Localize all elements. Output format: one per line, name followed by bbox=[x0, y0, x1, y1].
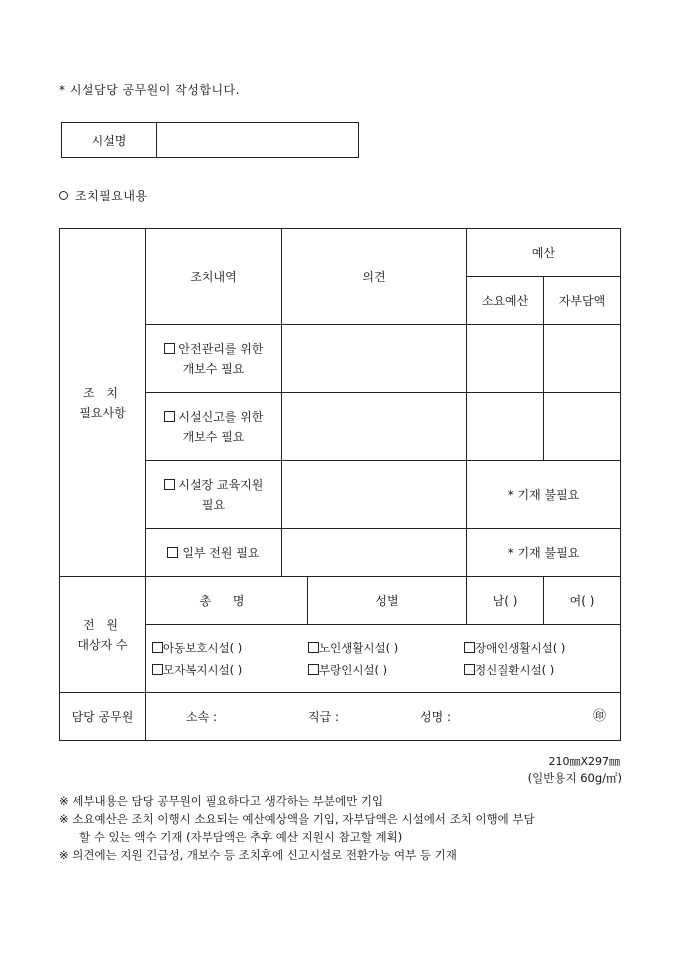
opinion-cell[interactable] bbox=[282, 393, 467, 461]
section-heading bbox=[59, 187, 148, 204]
transfer-label: 전 원 대상자 수 bbox=[60, 577, 146, 693]
measure-item-report[interactable]: 시설신고를 위한 개보수 필요 bbox=[146, 393, 282, 461]
facility-type-item[interactable]: 장애인생활시설( ) bbox=[464, 638, 620, 658]
checkbox-icon[interactable] bbox=[167, 547, 178, 558]
facility-name-box bbox=[61, 122, 359, 158]
checkbox-icon[interactable] bbox=[464, 642, 475, 653]
facility-name-label: 시설명 bbox=[62, 123, 157, 157]
budget-header: 예산 bbox=[467, 229, 621, 277]
self-pay-header: 자부담액 bbox=[544, 277, 621, 325]
checkbox-icon[interactable] bbox=[464, 664, 475, 675]
required-budget-header: 소요예산 bbox=[467, 277, 544, 325]
checkbox-icon[interactable] bbox=[308, 664, 319, 675]
row-group-label: 조 치 필요사항 bbox=[60, 229, 146, 577]
measures-header: 조치내역 bbox=[146, 229, 282, 325]
checkbox-icon[interactable] bbox=[164, 411, 175, 422]
measures-table bbox=[59, 228, 621, 741]
footer-notes bbox=[59, 792, 629, 864]
checkbox-icon[interactable] bbox=[164, 479, 175, 490]
rank-field[interactable]: 직급 : bbox=[308, 709, 340, 724]
section-title: 조치필요내용 bbox=[75, 189, 148, 203]
facility-type-item[interactable]: 모자복지시설( ) bbox=[152, 660, 308, 680]
male-count[interactable]: 남( ) bbox=[467, 577, 544, 625]
required-budget-cell[interactable] bbox=[467, 393, 544, 461]
self-pay-cell[interactable] bbox=[544, 325, 621, 393]
note-item-continued: 할 수 있는 액수 기재 (자부담액은 추후 예산 지원시 참고할 계획) bbox=[79, 830, 403, 844]
opinion-cell[interactable] bbox=[282, 325, 467, 393]
total-count-cell[interactable]: 총 명 bbox=[146, 577, 308, 625]
intro-note: * 시설담당 공무원이 작성합니다. bbox=[59, 83, 240, 97]
facility-type-item[interactable]: 아동보호시설( ) bbox=[152, 638, 308, 658]
affiliation-field[interactable]: 소속 : bbox=[186, 709, 218, 724]
facility-type-counts bbox=[146, 625, 621, 693]
checkbox-icon[interactable] bbox=[152, 642, 163, 653]
name-field[interactable]: 성명 : bbox=[420, 709, 452, 724]
paper-dimensions: 210㎜X297㎜ bbox=[548, 755, 620, 768]
measure-item-safety[interactable]: 안전관리를 위한 개보수 필요 bbox=[146, 325, 282, 393]
not-required-note: * 기재 불필요 bbox=[467, 529, 621, 577]
facility-type-item[interactable]: 정신질환시설( ) bbox=[464, 660, 620, 680]
checkbox-icon[interactable] bbox=[164, 343, 175, 354]
measure-item-education[interactable]: 시설장 교육지원 필요 bbox=[146, 461, 282, 529]
seal-icon: ㊞ bbox=[592, 708, 606, 724]
note-item: ※ 소요예산은 조치 이행시 소요되는 예산예상액을 기입, 자부담액은 시설에서 조치 이행에 부담 bbox=[59, 812, 535, 826]
not-required-note: * 기재 불필요 bbox=[467, 461, 621, 529]
paper-spec: (일반용지 60g/㎡) bbox=[527, 771, 622, 785]
official-signature-row bbox=[146, 693, 621, 741]
checkbox-icon[interactable] bbox=[152, 664, 163, 675]
circle-bullet-icon bbox=[59, 191, 68, 200]
note-item: ※ 의견에는 지원 긴급성, 개보수 등 조치후에 신고시설로 전환가능 여부 등 기재 bbox=[59, 848, 457, 862]
note-item: ※ 세부내용은 담당 공무원이 필요하다고 생각하는 부분에만 기입 bbox=[59, 794, 384, 808]
required-budget-cell[interactable] bbox=[467, 325, 544, 393]
gender-label: 성별 bbox=[308, 577, 467, 625]
self-pay-cell[interactable] bbox=[544, 393, 621, 461]
opinion-cell[interactable] bbox=[282, 461, 467, 529]
opinion-cell[interactable] bbox=[282, 529, 467, 577]
female-count[interactable]: 여( ) bbox=[544, 577, 621, 625]
facility-type-item[interactable]: 노인생활시설( ) bbox=[308, 638, 464, 658]
opinion-header: 의견 bbox=[282, 229, 467, 325]
official-label: 담당 공무원 bbox=[60, 693, 146, 741]
facility-name-field[interactable] bbox=[157, 123, 358, 157]
facility-type-item[interactable]: 부랑인시설( ) bbox=[308, 660, 464, 680]
measure-item-transfer[interactable]: 일부 전원 필요 bbox=[146, 529, 282, 577]
checkbox-icon[interactable] bbox=[308, 642, 319, 653]
